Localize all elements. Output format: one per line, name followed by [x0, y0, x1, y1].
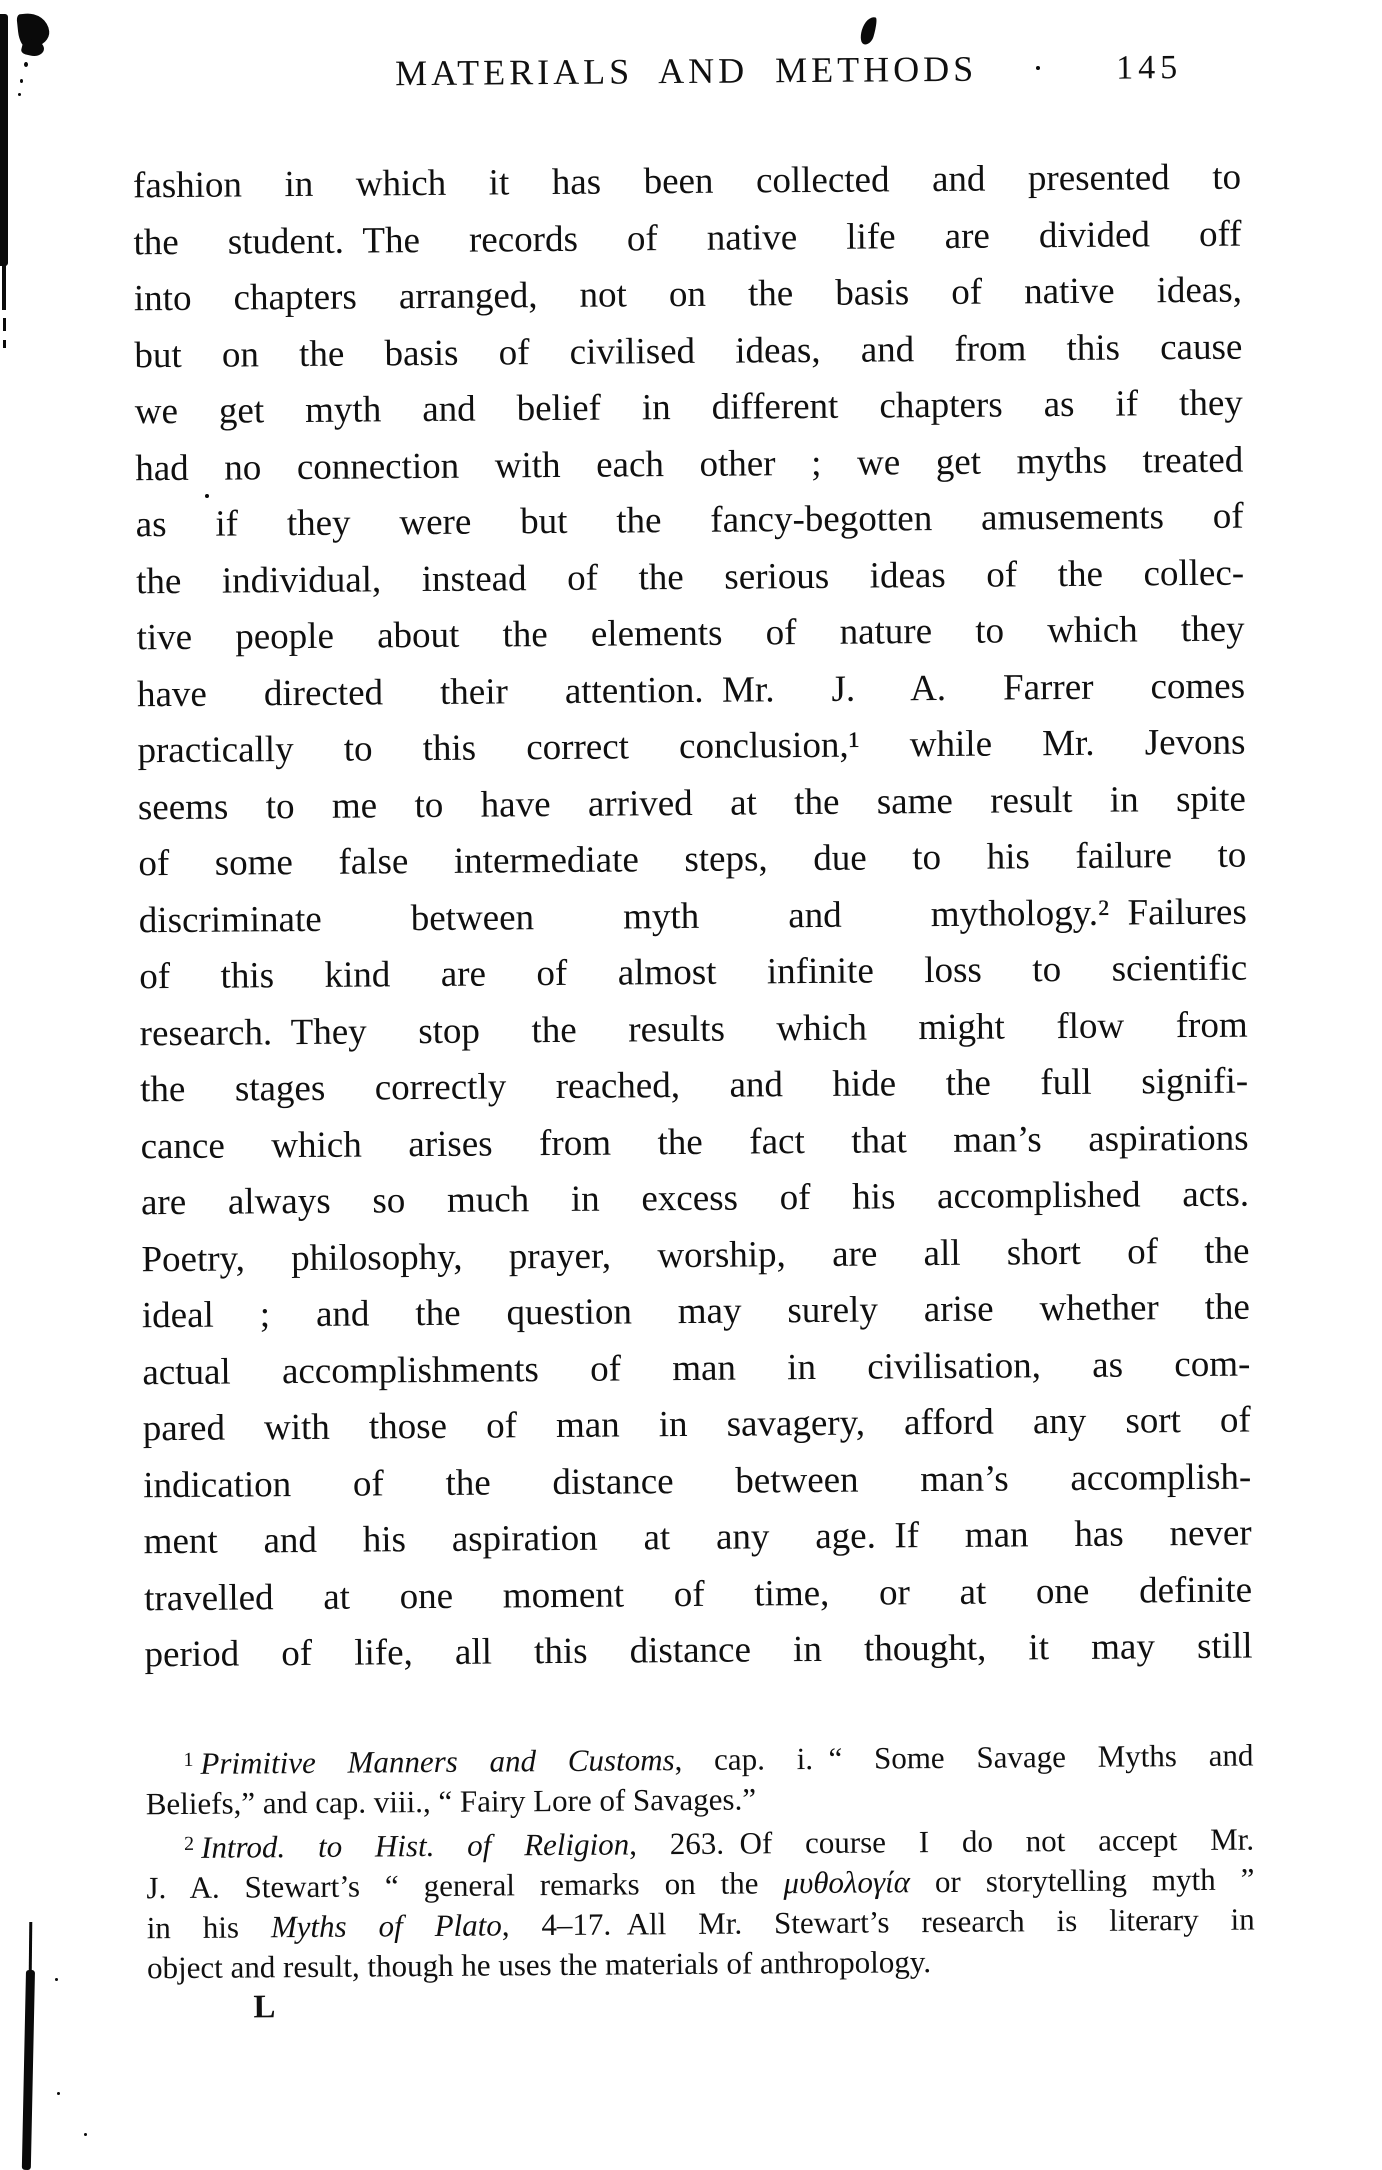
body-line: indication of the distance between man’s accomplish-: [143, 1456, 1252, 1506]
body-line: research. They stop the results which might flow from: [139, 1004, 1248, 1054]
ink-speck: [24, 62, 28, 67]
body-line: have directed their attention. Mr. J. A. Farrer comes: [136, 665, 1246, 715]
footnote-title: Introd. to Hist. of Religion: [200, 1825, 630, 1865]
footnote-greek-term: μυθολογία: [783, 1863, 911, 1900]
scan-edge-artifact: [2, 264, 6, 310]
signature-mark: L: [253, 1988, 277, 2025]
footnote-marker: 2: [183, 1832, 195, 1855]
body-line: practically to this correct conclusion,¹ while Mr. Jevons: [137, 721, 1246, 772]
footnote-text: object and result, though he uses the materials of anthropology.: [146, 1943, 932, 1985]
footnotes: [145, 1731, 1255, 1988]
body-line: of some false intermediate steps, due to his failure to: [138, 834, 1247, 885]
footnote-title: Myths of Plato: [270, 1906, 502, 1944]
body-line: travelled at one moment of time, or at one definite: [143, 1569, 1253, 1619]
body-line: cance which arises from the fact that man’s aspirations: [140, 1117, 1249, 1167]
ink-speck: [18, 93, 21, 96]
body-line: are always so much in excess of his accomplished acts.: [140, 1173, 1250, 1224]
body-line: period of life, all this distance in thought, it may still: [144, 1625, 1253, 1676]
page-content: [132, 46, 1255, 2027]
body-line: the individual, instead of the serious ideas of the collec-: [135, 552, 1245, 602]
footnote-text: , 263. Of course I do not accept Mr.: [629, 1821, 1255, 1861]
body-line: the stages correctly reached, and hide the full signifi-: [139, 1060, 1249, 1111]
page-number: 145: [1116, 49, 1183, 87]
running-header-title: MATERIALS AND METHODS: [395, 48, 978, 94]
body-line: ment and his aspiration at any age. If man has never: [143, 1512, 1252, 1563]
scan-edge-artifact: [22, 1970, 35, 2170]
footnote-line: [145, 1731, 1253, 1784]
body-line: pared with those of man in savagery, afford any sort of: [142, 1399, 1251, 1450]
scan-edge-artifact: [3, 340, 6, 348]
scan-edge-artifact: [0, 14, 8, 266]
running-header: [132, 46, 1240, 99]
ink-speck: [20, 79, 23, 83]
footnote-text: Beliefs,” and cap. viii., “ Fairy Lore of Savages.”: [145, 1780, 757, 1821]
body-line: we get myth and belief in different chapters as if they: [134, 382, 1243, 433]
footnote-marker: 1: [183, 1748, 194, 1771]
ink-mark-artifact: [858, 15, 878, 46]
footnote-line: [147, 1939, 1255, 1988]
footnote-text: J. A. Stewart’s “ general remarks on the: [146, 1864, 784, 1905]
ink-speck: [84, 2133, 87, 2136]
body-line: as if they were but the fancy-begotten amusements of: [135, 495, 1244, 546]
footnote-text: , cap. i. “ Some Savage Myths and: [674, 1737, 1254, 1777]
body-line: Poetry, philosophy, prayer, worship, are all short of the: [141, 1230, 1250, 1280]
scan-edge-artifact: [29, 1922, 33, 1976]
footnote-title: Primitive Manners and Customs: [200, 1741, 675, 1781]
body-line: actual accomplishments of man in civilisation, as com-: [142, 1343, 1251, 1393]
body-line: fashion in which it has been collected and presented to: [132, 156, 1242, 207]
footnote-line: [146, 1815, 1254, 1868]
body-line: the student. The records of native life are divided off: [133, 213, 1242, 263]
body-line: of this kind are of almost infinite loss to scientific: [139, 947, 1248, 998]
body-line: had no connection with each other ; we get myths treated: [135, 439, 1244, 489]
ink-speck: [55, 1978, 58, 1981]
body-line: seems to me to have arrived at the same result in spite: [137, 778, 1247, 828]
footnote-text: or storytelling myth ”: [909, 1861, 1255, 1899]
footnote-text: , 4–17. All Mr. Stewart’s research is literary in: [501, 1901, 1255, 1942]
footnote-text: in his: [146, 1908, 272, 1945]
scan-edge-artifact: [3, 318, 6, 331]
ink-speck: [57, 2092, 60, 2095]
body-line: but on the basis of civilised ideas, and from this cause: [134, 326, 1243, 376]
page-body: [133, 150, 1253, 1684]
body-line: discriminate between myth and mythology.² Failures: [138, 891, 1247, 941]
body-line: ideal ; and the question may surely arise whether the: [141, 1286, 1251, 1337]
body-line: tive people about the elements of nature to which they: [136, 608, 1245, 659]
body-line: into chapters arranged, not on the basis of native ideas,: [133, 269, 1243, 320]
